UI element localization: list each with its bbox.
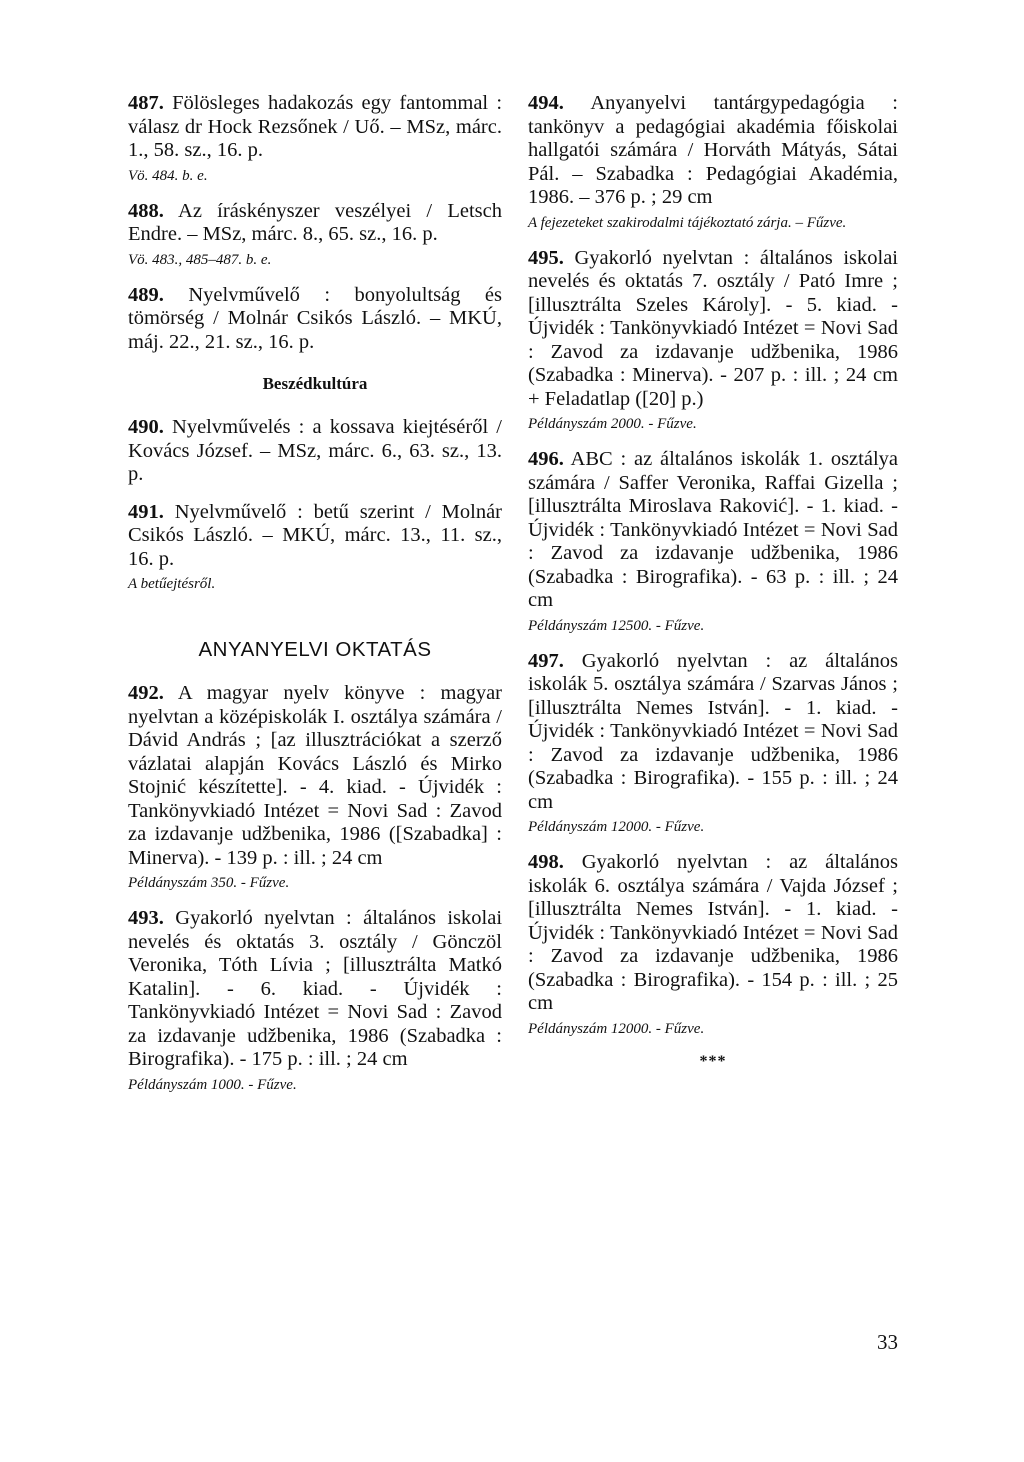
entry-490 bbox=[128, 416, 502, 487]
entry-number: 489. bbox=[128, 283, 164, 306]
entry-note: Példányszám 12000. - Fűzve. bbox=[528, 819, 705, 835]
entry-text: Nyelvművelés : a kossava kiejtéséről / Kovács József. – MSz, márc. 6., 63. sz., 13. p. bbox=[128, 416, 502, 485]
entry-text: ABC : az általános iskolák 1. osztálya számára / Saffer Veronika, Raffai Gizella ; [illusztrálta Miroslava Raković]. - 1. kiad. - Újvidék : Tankönyvkiadó Intézet = Novi Sad : Zavod za izdavanje udžbenika, 1986 (Szabadka : Birografika). - 63 p. : ill. ; 24 cm bbox=[528, 448, 898, 611]
entry-491 bbox=[128, 501, 502, 595]
entry-text: Gyakorló nyelvtan : az általános iskolák 5. osztálya számára / Szarvas János ; [illusztrálta Nemes István]. - 1. kiad. - Újvidék : Tankönyvkiadó Intézet = Novi Sad : Zavod za izdavanje udžbenika, 1986 (Szabadka : Birografika). - 155 p. : ill. ; 24 cm bbox=[528, 649, 898, 813]
entry-495 bbox=[528, 247, 898, 435]
entry-text: Anyanyelvi tantárgypedagógia : tankönyv a pedagógiai akadémia főiskolai hallgatói számára / Horváth Mátyás, Sátai Pál. – Szabadka : Pedagógiai Akadémia, 1986. – 376 p. ; 29 cm bbox=[528, 92, 898, 208]
entry-note: Példányszám 350. - Fűzve. bbox=[128, 875, 290, 891]
entry-number: 498. bbox=[528, 851, 564, 873]
entry-text: Gyakorló nyelvtan : általános iskolai nevelés és oktatás 3. osztály / Gönczöl Veronika, Tóth Lívia ; [illusztrálta Matkó Katalin]. - 6. kiad. - Újvidék : Tankönyvkiadó Intézet = Novi Sad : Zavod za izdavanje udžbenika, 1986 (Szabadka : Birografika). - 175 p. : ill. ; 24 cm bbox=[128, 907, 503, 1070]
entry-text: Fölösleges hadakozás egy fantommal : válasz dr Hock Rezsőnek / Uő. – MSz, márc. 1., 58. sz., 16. p. bbox=[128, 92, 503, 161]
entry-text: Nyelvművelő : bonyolultság és tömörség / Molnár Csikós László. – MKÚ, máj. 22., 21. sz., 16. p. bbox=[128, 283, 503, 353]
entry-text: Az íráskényszer veszélyei / Letsch Endre. – MSz, márc. 8., 65. sz., 16. p. bbox=[128, 199, 502, 245]
entry-note: Vö. 483., 485–487. b. e. bbox=[128, 251, 272, 268]
entry-note: Példányszám 12000. - Fűzve. bbox=[528, 1020, 705, 1037]
entry-number: 488. bbox=[128, 199, 164, 222]
page-number: 33 bbox=[877, 1330, 898, 1354]
entry-number: 487. bbox=[128, 92, 164, 114]
entry-493 bbox=[128, 907, 502, 1095]
entry-text: Gyakorló nyelvtan : az általános iskolák 6. osztálya számára / Vajda József ; [illusztrálta Nemes István]. - 1. kiad. - Újvidék : Tankönyvkiadó Intézet = Novi Sad : Zavod za izdavanje udžbenika, 1986 (Szabadka : Birografika). - 154 p. : ill. ; 25 cm bbox=[528, 851, 898, 1014]
entry-note: A fejezeteket szakirodalmi tájékoztató zárja. – Fűzve. bbox=[528, 214, 847, 231]
entry-496 bbox=[528, 448, 898, 636]
section-end-asterisks: *** bbox=[699, 1052, 727, 1070]
entry-494 bbox=[528, 92, 898, 233]
section-heading: ANYANYELVI OKTATÁS bbox=[198, 638, 432, 661]
entry-498 bbox=[528, 851, 898, 1039]
left-column bbox=[128, 92, 502, 1109]
entry-note: Példányszám 12500. - Fűzve. bbox=[528, 617, 705, 634]
entry-note: Példányszám 2000. - Fűzve. bbox=[528, 416, 697, 432]
entry-number: 494. bbox=[528, 92, 564, 114]
entry-497 bbox=[528, 650, 898, 838]
entry-note: A betűejtésről. bbox=[128, 576, 216, 592]
entry-note: Példányszám 1000. - Fűzve. bbox=[128, 1076, 297, 1093]
entry-note: Vö. 484. b. e. bbox=[128, 167, 208, 184]
entry-number: 495. bbox=[528, 246, 564, 269]
entry-number: 491. bbox=[128, 500, 164, 523]
entry-number: 492. bbox=[128, 682, 164, 704]
entry-487 bbox=[128, 92, 502, 186]
entry-text: Nyelvművelő : betű szerint / Molnár Csikós László. – MKÚ, márc. 13., 11. sz., 16. p. bbox=[128, 500, 502, 570]
entry-488 bbox=[128, 200, 502, 270]
subsection-heading: Beszédkultúra bbox=[262, 374, 368, 393]
entry-number: 493. bbox=[128, 907, 164, 929]
entry-number: 497. bbox=[528, 649, 564, 672]
entry-number: 490. bbox=[128, 416, 164, 438]
entry-492 bbox=[128, 682, 502, 893]
entry-text: A magyar nyelv könyve : magyar nyelvtan a középiskolák I. osztálya számára / Dávid András ; [az illusztrációkat a szerző vázlatai alapján Kovács László és Mirko Stojnić készítette]. - 4. kiad. - Újvidék : Tankönyvkiadó Intézet = Novi Sad : Zavod za izdavanje udžbenika, 1986 ([Szabadka] : Minerva). - 139 p. : ill. ; 24 cm bbox=[128, 682, 502, 869]
right-column bbox=[528, 92, 898, 1071]
entry-text: Gyakorló nyelvtan : általános iskolai nevelés és oktatás 7. osztály / Pató Imre ; [illusztrálta Szeles Károly]. - 5. kiad. - Újvidék : Tankönyvkiadó Intézet = Novi Sad : Zavod za izdavanje udžbenika, 1986 (Szabadka : Minerva). - 207 p. : ill. ; 24 cm + Feladatlap ([20] p.) bbox=[528, 246, 898, 410]
entry-489 bbox=[128, 284, 502, 355]
entry-number: 496. bbox=[528, 448, 564, 470]
